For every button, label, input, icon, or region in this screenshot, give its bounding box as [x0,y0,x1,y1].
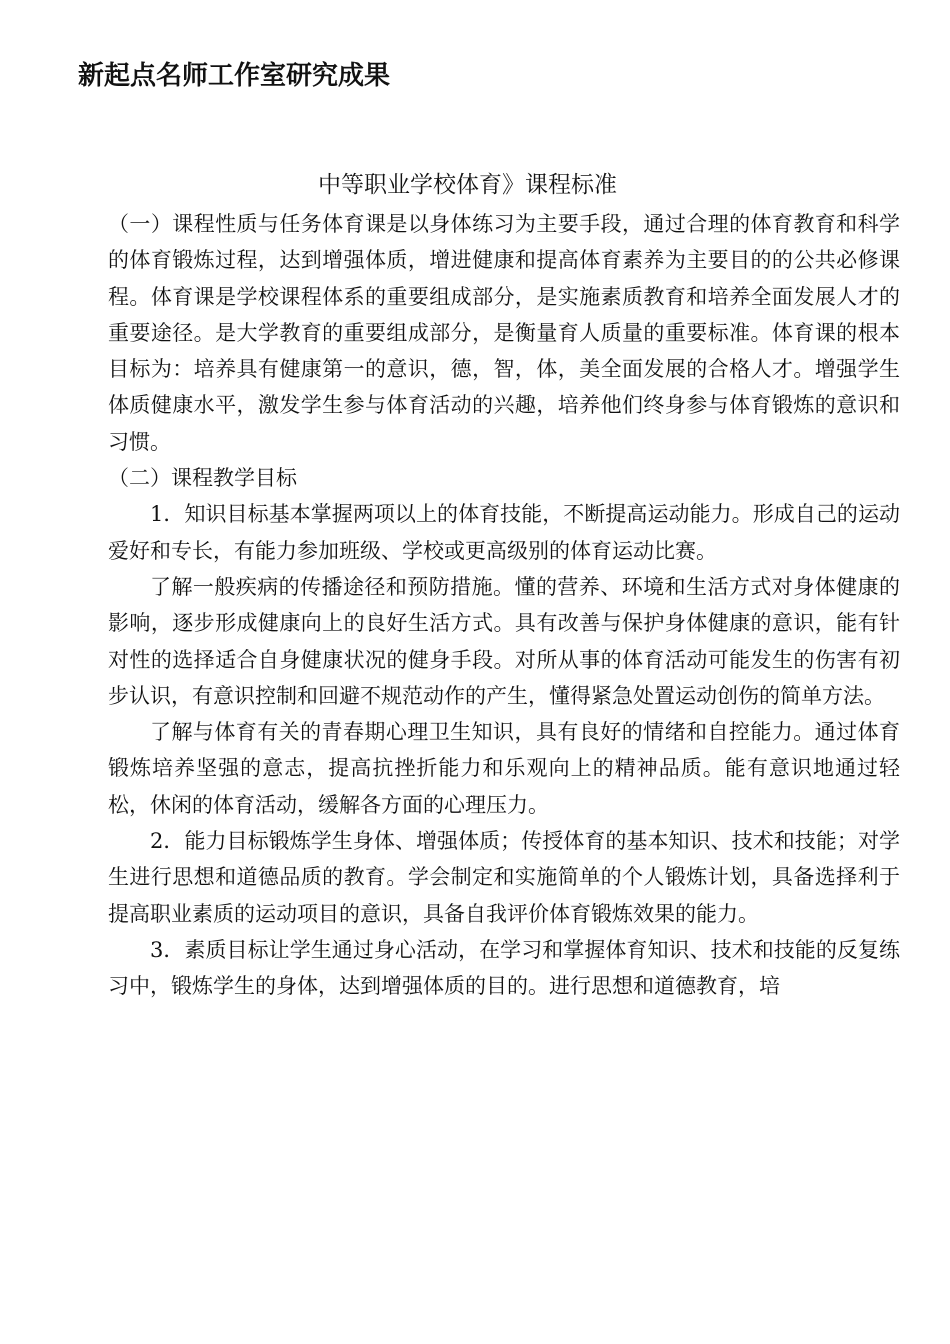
paragraph-course-nature: （一）课程性质与任务体育课是以身体练习为主要手段，通过合理的体育教育和科学的体育锻炼过程，达到增强体质，增进健康和提高体育素养为主要目的的公共必修课程。体育课是学校课程体系的重要组成部分，是实施素质教育和培养全面发展人才的重要途径。是大学教育的重要组成部分，是衡量育人质量的重要标准。体育课的根本目标为：培养具有健康第一的意识，德，智，体，美全面发展的合格人才。增强学生体质健康水平，激发学生参与体育活动的兴趣，培养他们终身参与体育锻炼的意识和习惯。 [108,212,900,454]
paragraph-quality-objectives: 3．素质目标让学生通过身心活动，在学习和掌握体育知识、技术和技能的反复练习中，锻炼学生的身体，达到增强体质的目的。进行思想和道德教育，培 [108,937,900,999]
document-title: 中等职业学校体育》课程标准 [318,172,617,198]
paragraph-psychology-knowledge: 了解与体育有关的青春期心理卫生知识，具有良好的情绪和自控能力。通过体育锻炼培养坚强的意志，提高抗挫折能力和乐观向上的精神品质。能有意识地通过轻松，休闲的体育活动，缓解各方面的心理压力。 [108,720,900,817]
document-body [108,206,900,1005]
paragraph-knowledge-objectives: 1．知识目标基本掌握两项以上的体育技能，不断提高运动能力。形成自己的运动爱好和专长，有能力参加班级、学校或更高级别的体育运动比赛。 [108,502,900,563]
paragraph-health-knowledge: 了解一般疾病的传播途径和预防措施。懂的营养、环境和生活方式对身体健康的影响，逐步形成健康向上的良好生活方式。具有改善与保护身体健康的意识，能有针对性的选择适合自身健康状况的健身手段。对所从事的体育活动可能发生的伤害有初步认识，有意识控制和回避不规范动作的产生，懂得紧急处置运动创伤的简单方法。 [108,574,900,708]
paragraph-teaching-objectives-heading: （二）课程教学目标 [108,466,297,491]
paragraph-ability-objectives: 2．能力目标锻炼学生身体、增强体质；传授体育的基本知识、技术和技能；对学生进行思想和道德品质的教育。学会制定和实施简单的个人锻炼计划，具备选择利于提高职业素质的运动项目的意识，具备自我评价体育锻炼效果的能力。 [108,829,900,926]
page-header: 新起点名师工作室研究成果 [78,61,391,91]
